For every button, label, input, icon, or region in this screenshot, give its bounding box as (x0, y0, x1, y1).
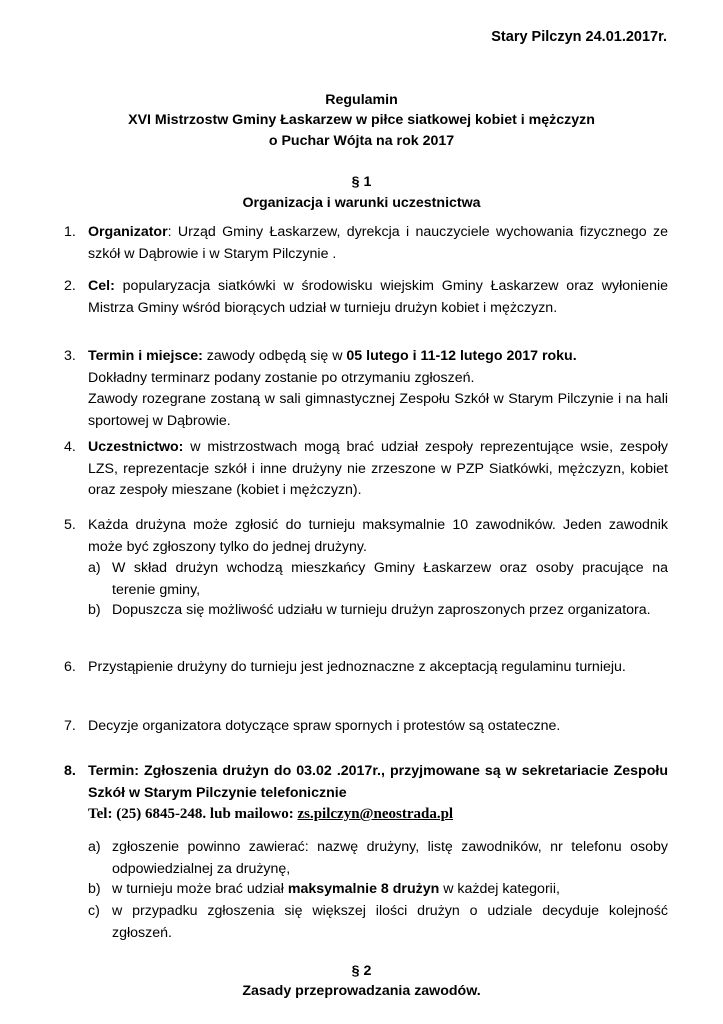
item-number: 7. (64, 718, 76, 734)
item-text: : Urząd Gminy Łaskarzew, dyrekcja i nauczyciele wychowania fizycznego ze szkół w Dąbrowie i w Starym Pilczynie . (88, 224, 668, 262)
item-number: 3. (64, 348, 76, 364)
item-goal (64, 276, 668, 319)
title-line-1: Regulamin (325, 92, 398, 108)
email-link[interactable]: zs.pilczyn@neostrada.pl (297, 806, 454, 822)
item-5-sub-b (88, 600, 668, 622)
item-text: popularyzacja siatkówki w środowisku wiejskim Gminy Łaskarzew oraz wyłonienie Mistrza Gminy wśród biorących udział w turnieju drużyn kobiet i mężczyzn. (88, 278, 668, 316)
item-text: zawody odbędą się w (202, 348, 347, 364)
item-acceptance (64, 657, 668, 679)
item-text: w mistrzostwach mogą brać udział zespoły reprezentujące wsie, zespoły LZS, reprezentacje szkół i inne drużyny nie zrzeszone w PZP Siatkówki, mężczyzn, kobiet oraz zespoły mieszane (kobiet i mężczyzn). (88, 439, 668, 498)
sub-text-bold: maksymalnie 8 drużyn (287, 881, 440, 897)
item-5-sub-a (88, 558, 668, 601)
item-text: Termin: Zgłoszenia drużyn do 03.02 .2017r., przyjmowane są w sekretariacie Zespołu Szkół w Starym Pilczynie telefonicznie (88, 763, 668, 801)
sub-text: w turnieju może brać udział (112, 881, 288, 897)
sub-letter: c) (88, 903, 100, 919)
section-2-sign: § 2 (351, 963, 372, 979)
sub-text: zgłoszenie powinno zawierać: nazwę drużyny, listę zawodników, nr telefonu osoby odpowiedzialnej za drużynę, (112, 839, 668, 877)
item-text-venue: Zawody rozegrane zostaną w sali gimnastycznej Zespołu Szkół w Starym Pilczynie i na hali sportowej w Dąbrowie. (88, 391, 668, 429)
item-8-sub-c (88, 901, 668, 944)
item-number: 1. (64, 224, 76, 240)
item-date-place (64, 346, 668, 432)
item-dates: 05 lutego i 11-12 lutego 2017 roku. (346, 348, 577, 364)
item-number: 8. (64, 763, 76, 779)
section-1-heading: Organizacja i warunki uczestnictwa (242, 195, 481, 211)
item-registration (64, 761, 668, 826)
sub-text: w przypadku zgłoszenia się większej ilości drużyn o udziale decyduje kolejność zgłoszeń. (112, 903, 668, 941)
document-date: Stary Pilczyn 24.01.2017r. (491, 29, 667, 45)
item-text-schedule: Dokładny terminarz podany zostanie po otrzymaniu zgłoszeń. (88, 369, 475, 386)
phone-line: Tel: (25) 6845-248. lub mailowo: (88, 806, 298, 822)
item-text: Każda drużyna może zgłosić do turnieju maksymalnie 10 zawodników. Jeden zawodnik może być zgłoszony tylko do jednej drużyny. (88, 517, 668, 555)
item-label: Termin i miejsce: (88, 348, 203, 364)
sub-text: W skład drużyn wchodzą mieszkańcy Gminy Łaskarzew oraz osoby pracujące na terenie gminy, (112, 560, 668, 598)
item-decisions (64, 716, 668, 738)
sub-letter: b) (88, 881, 101, 897)
sub-letter: a) (88, 560, 101, 576)
sub-letter: b) (88, 602, 101, 618)
item-number: 4. (64, 439, 76, 455)
sub-letter: a) (88, 839, 101, 855)
item-team-size (64, 515, 668, 558)
item-label: Organizator (88, 224, 168, 240)
section-2-heading: Zasady przeprowadzania zawodów. (242, 983, 481, 999)
title-line-3: o Puchar Wójta na rok 2017 (268, 133, 455, 149)
item-participation (64, 437, 668, 502)
sub-text-end: w każdej kategorii, (439, 881, 560, 897)
section-1-sign: § 1 (351, 174, 372, 190)
sub-text: Dopuszcza się możliwość udziału w turnieju drużyn zaproszonych przez organizatora. (112, 602, 651, 618)
item-number: 2. (64, 278, 76, 294)
item-label: Uczestnictwo: (88, 439, 184, 455)
item-text: Przystąpienie drużyny do turnieju jest jednoznaczne z akceptacją regulaminu turnieju. (88, 659, 626, 675)
title-line-2: XVI Mistrzostw Gminy Łaskarzew w piłce siatkowej kobiet i mężczyzn (128, 112, 595, 128)
item-label: Cel: (88, 278, 115, 294)
item-text: Decyzje organizatora dotyczące spraw spornych i protestów są ostateczne. (88, 718, 561, 734)
item-number: 5. (64, 517, 76, 533)
item-8-sub-a (88, 837, 668, 880)
item-8-sub-b (88, 879, 668, 901)
item-organizer (64, 222, 668, 265)
item-number: 6. (64, 659, 76, 675)
